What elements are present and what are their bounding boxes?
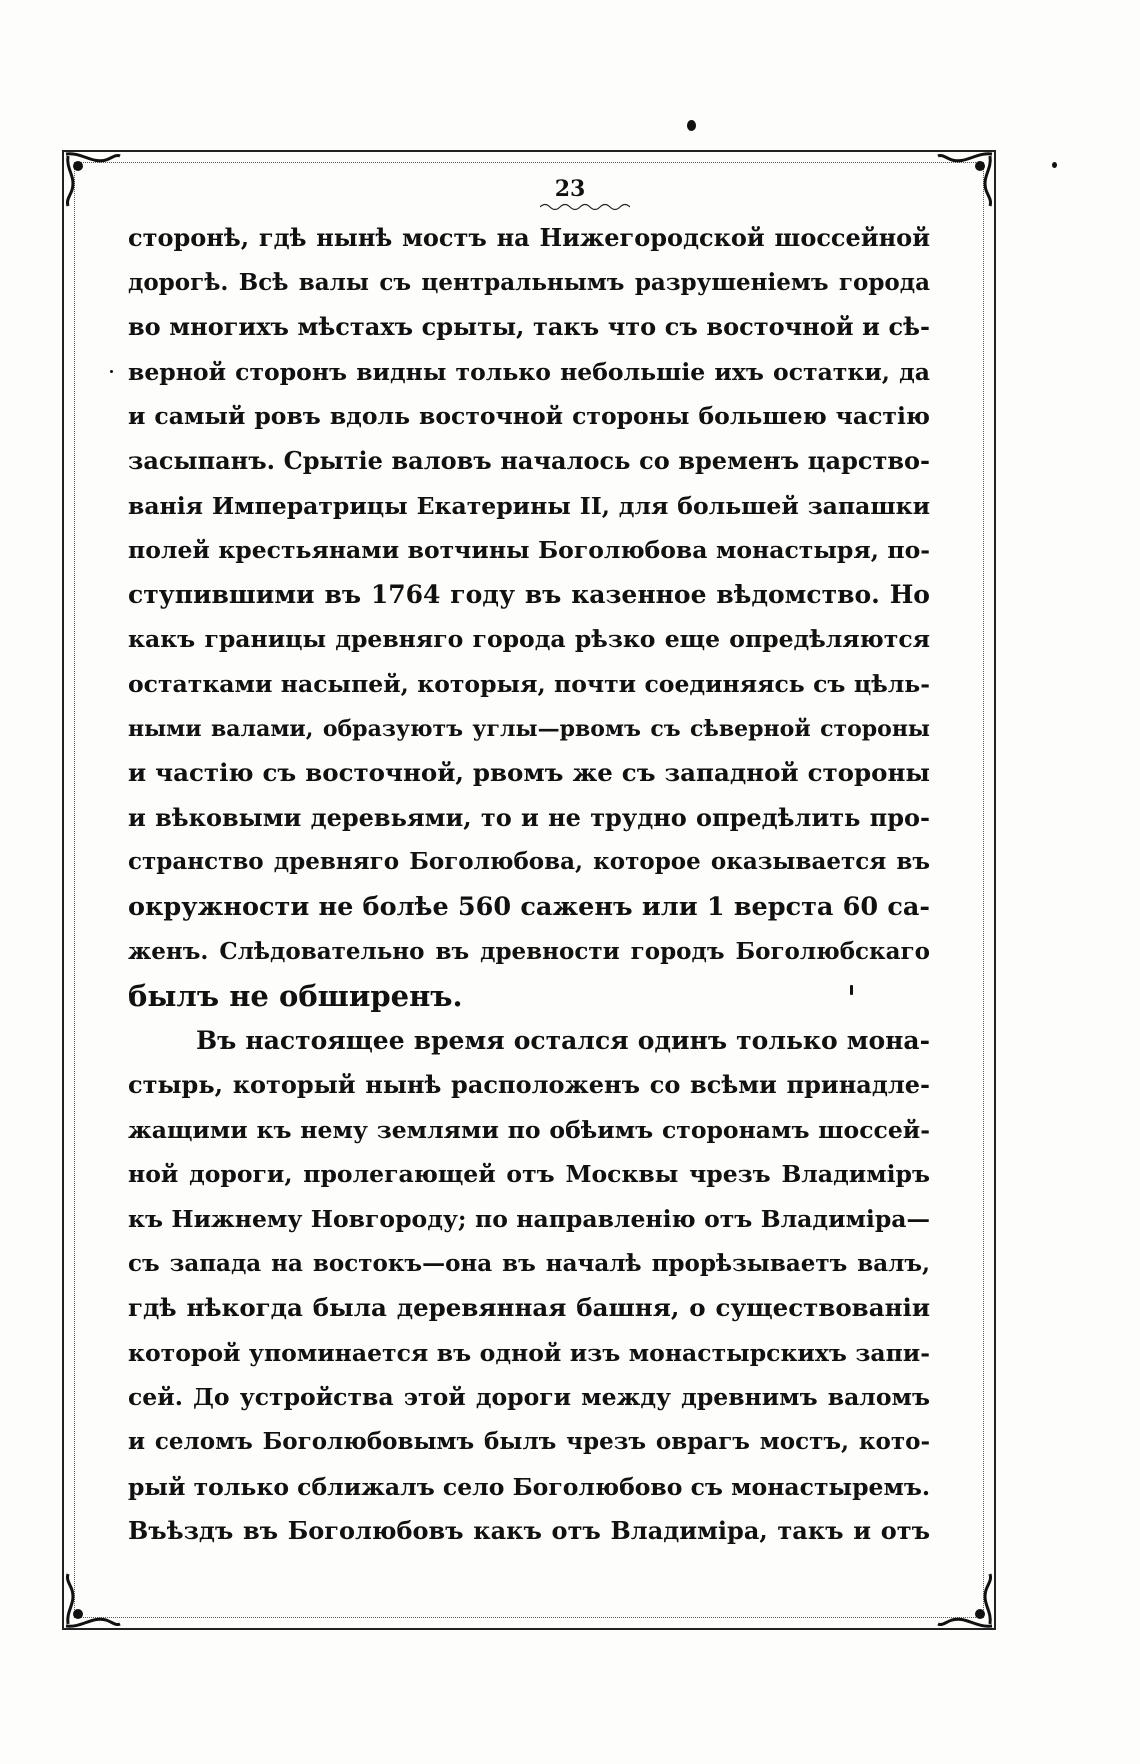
text-line: во многихъ мѣстахъ срыты, такъ что съ восточной и сѣ-: [128, 312, 930, 342]
text-line: и вѣковыми деревьями, то и не трудно опредѣлить про-: [128, 802, 930, 832]
text-line: и самый ровъ вдоль восточной стороны большею частію: [128, 402, 930, 431]
text-line: засыпанъ. Срытіе валовъ началось со временъ царство-: [128, 445, 930, 475]
text-line: жащими къ нему землями по обѣимъ сторонамъ шоссей-: [128, 1115, 930, 1144]
text-line: которой упоминается въ одной изъ монастырскихъ запи-: [128, 1338, 930, 1367]
text-line: сей. До устройства этой дороги между древнимъ валомъ: [128, 1383, 930, 1412]
body-text: [128, 216, 930, 1554]
page-number: 23: [554, 176, 586, 202]
page-number-flourish-icon: [540, 202, 630, 212]
text-line: дорогѣ. Всѣ валы съ центральнымъ разрушеніемъ города: [128, 268, 930, 296]
text-line: къ Нижнему Новгороду; по направленію отъ Владиміра—: [128, 1205, 930, 1234]
text-line: ванія Императрицы Екатерины II, для большей запашки: [128, 491, 930, 520]
text-line: полей крестьянами вотчины Боголюбова монастыря, по-: [128, 536, 930, 565]
text-line: женъ. Слѣдовательно въ древности городъ Боголюбскаго: [128, 937, 930, 965]
text-line: Въѣздъ въ Боголюбовъ какъ отъ Владиміра, такъ и отъ: [128, 1516, 930, 1546]
text-line: сторонѣ, гдѣ нынѣ мостъ на Нижегородской шоссейной: [128, 223, 930, 252]
text-line: рый только сближалъ село Боголюбово съ монастыремъ.: [128, 1472, 931, 1501]
text-line: какъ границы древняго города рѣзко еще опредѣляются: [128, 625, 930, 654]
text-line: и селомъ Боголюбовымъ былъ чрезъ оврагъ мостъ, кото-: [128, 1428, 930, 1456]
text-line: гдѣ нѣкогда была деревянная башня, о существованіи: [128, 1293, 930, 1323]
text-line: стырь, который нынѣ расположенъ со всѣми принадле-: [128, 1070, 930, 1100]
text-line: остатками насыпей, которыя, почти соединяясь съ цѣль-: [128, 669, 930, 698]
text-line: ной дороги, пролегающей отъ Москвы чрезъ Владиміръ: [128, 1160, 930, 1189]
text-line: Въ настоящее время остался одинъ только мона-: [196, 1025, 930, 1055]
print-speck: [687, 120, 696, 131]
text-line: и частію съ восточной, рвомъ же съ западной стороны: [128, 758, 930, 788]
text-line: ступившими въ 1764 году въ казенное вѣдомство. Но: [128, 579, 930, 609]
text-line: былъ не обширенъ.: [128, 979, 463, 1014]
text-line: верной сторонъ видны только небольшіе ихъ остатки, да: [128, 357, 930, 386]
corner-ornament-icon: [62, 1570, 122, 1630]
text-line: съ запада на востокъ—она въ началѣ прорѣзываетъ валъ,: [128, 1249, 930, 1277]
text-line: окружности не болѣе 560 саженъ или 1 верста 60 са-: [128, 891, 930, 922]
print-speck: [1052, 162, 1057, 168]
text-line: странство древняго Боголюбова, которое оказывается въ: [128, 848, 930, 876]
text-line: ными валами, образуютъ углы—рвомъ съ сѣверной стороны: [128, 715, 930, 742]
corner-ornament-icon: [936, 1570, 996, 1630]
